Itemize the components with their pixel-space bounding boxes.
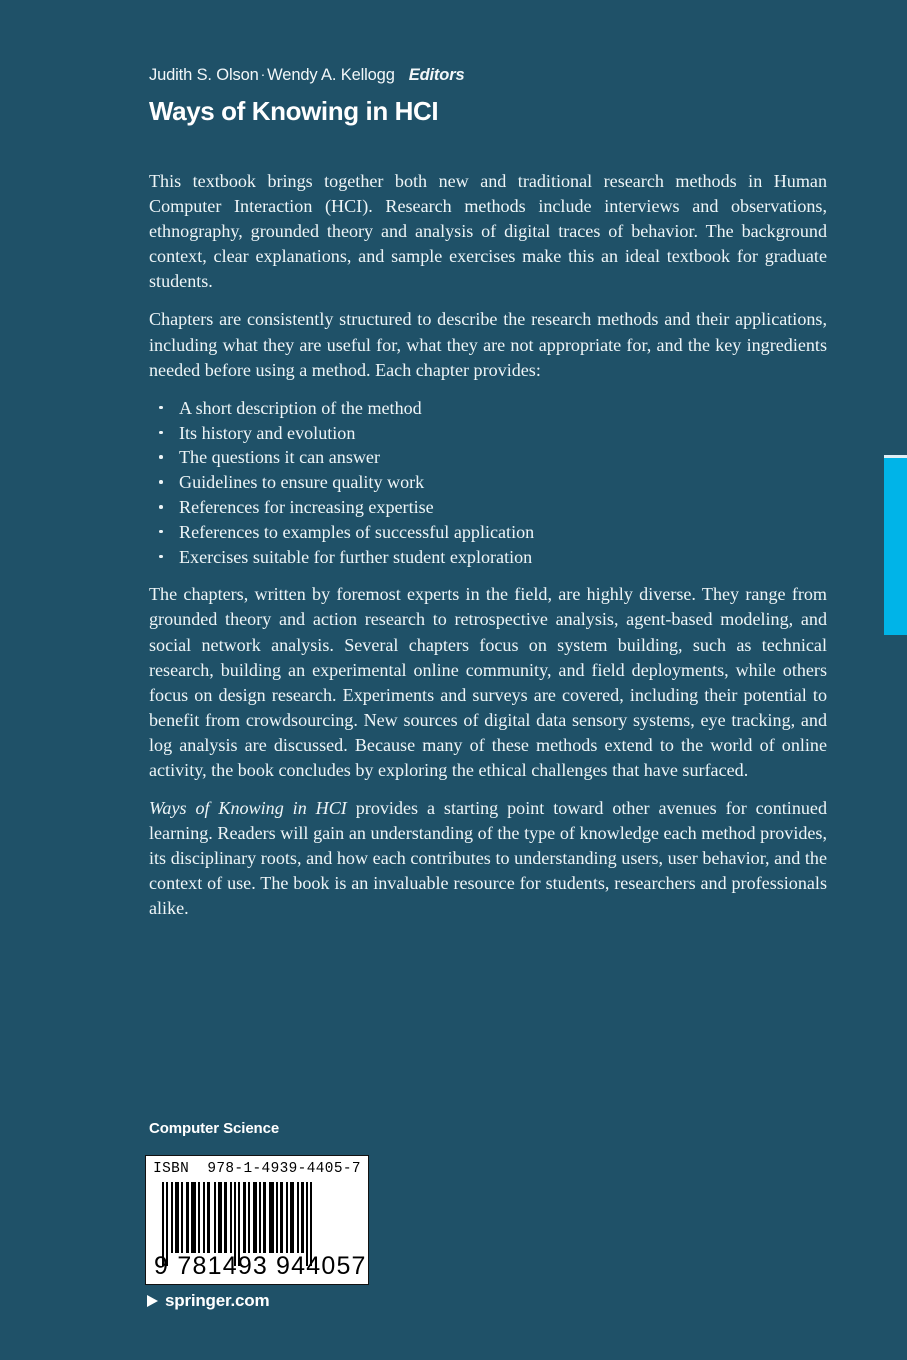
ean-group-one: 781493	[177, 1252, 269, 1280]
springer-wordmark: springer.com	[165, 1291, 270, 1310]
ean-group-two: 944057	[276, 1252, 367, 1280]
spine-accent-bar	[884, 455, 907, 635]
blurb-paragraph-3: The chapters, written by foremost experts in the field, are highly diverse. They range from grounded theory and action research to retrospective analysis, agent-based modeling, and social network analysis. Several chapters focus on system building, such as technical research, building an experimental online community, and field deployments, while others focus on design research. Experiments and surveys are covered, including their potential to benefit from crowdsourcing. New sources of digital data sensory systems, eye tracking, and log analysis are discussed. Because many of these methods extend to the world of online activity, the book concludes by exploring the ethical challenges that have surfaced.	[149, 584, 827, 780]
blurb-paragraph-1: This textbook brings together both new and traditional research methods in Human Computer Interaction (HCI). Research methods include interviews and observations, ethnography, grounded theory and analysis of digital traces of behavior. The background context, clear explanations, and sample exercises make this an ideal textbook for graduate students.	[149, 171, 827, 292]
list-item-label: Its history and evolution	[179, 422, 356, 443]
bullet-dot-icon	[159, 555, 163, 559]
blurb-italic-title: Ways of Knowing in HCI	[149, 798, 347, 819]
springer-com-link[interactable]	[147, 1291, 269, 1311]
bullet-dot-icon	[159, 455, 163, 459]
isbn-label: ISBN	[153, 1161, 190, 1177]
editor-separator: ·	[260, 66, 266, 82]
ean-lead-digit: 9	[154, 1252, 169, 1280]
isbn-text	[152, 1161, 362, 1178]
list-item	[155, 421, 827, 446]
subject-category-label: Computer Science	[149, 1120, 280, 1137]
cover-header	[149, 66, 839, 127]
blurb-paragraph-4-text: provides a starting point toward other avenues for continued learning. Readers will gain an understanding of the type of knowledge each method provides, its disciplinary roots, and how each contributes to understanding users, user behavior, and the context of use. The book is an invaluable resource for students, researchers and professionals alike.	[149, 798, 827, 919]
blurb-paragraph-4	[149, 796, 827, 921]
list-item-label: References to examples of successful application	[179, 521, 535, 542]
bullet-dot-icon	[159, 480, 163, 484]
bullet-dot-icon	[159, 431, 163, 435]
list-item-label: The questions it can answer	[179, 447, 380, 468]
isbn-barcode	[145, 1155, 369, 1285]
bullet-dot-icon	[159, 406, 163, 410]
blurb-body	[149, 169, 827, 922]
chapter-features-list	[149, 396, 827, 570]
editors-role-label: Editors	[408, 66, 465, 84]
bullet-dot-icon	[159, 505, 163, 509]
page-title: Ways of Knowing in HCI	[149, 95, 439, 126]
barcode-bars	[162, 1182, 358, 1253]
list-item-label: Guidelines to ensure quality work	[179, 472, 425, 493]
list-item	[155, 520, 827, 545]
list-item	[155, 445, 827, 470]
list-item-label: A short description of the method	[179, 397, 422, 418]
triangle-right-icon	[147, 1295, 158, 1307]
blurb-paragraph-2: Chapters are consistently structured to describe the research methods and their applications, including what they are useful for, what they are not appropriate for, and the key ingredients needed before using a method. Each chapter provides:	[149, 309, 827, 380]
list-item-label: Exercises suitable for further student exploration	[179, 546, 533, 567]
editor-name-one: Judith S. Olson	[149, 66, 259, 84]
list-item-label: References for increasing expertise	[179, 496, 434, 517]
list-item	[155, 396, 827, 421]
isbn-number: 978-1-4939-4405-7	[207, 1161, 361, 1177]
ean-digits	[152, 1252, 367, 1281]
list-item	[155, 545, 827, 570]
editors-line	[149, 66, 839, 86]
editor-name-two: Wendy A. Kellogg	[267, 66, 395, 84]
list-item	[155, 470, 827, 495]
bullet-dot-icon	[159, 530, 163, 534]
list-item	[155, 495, 827, 520]
